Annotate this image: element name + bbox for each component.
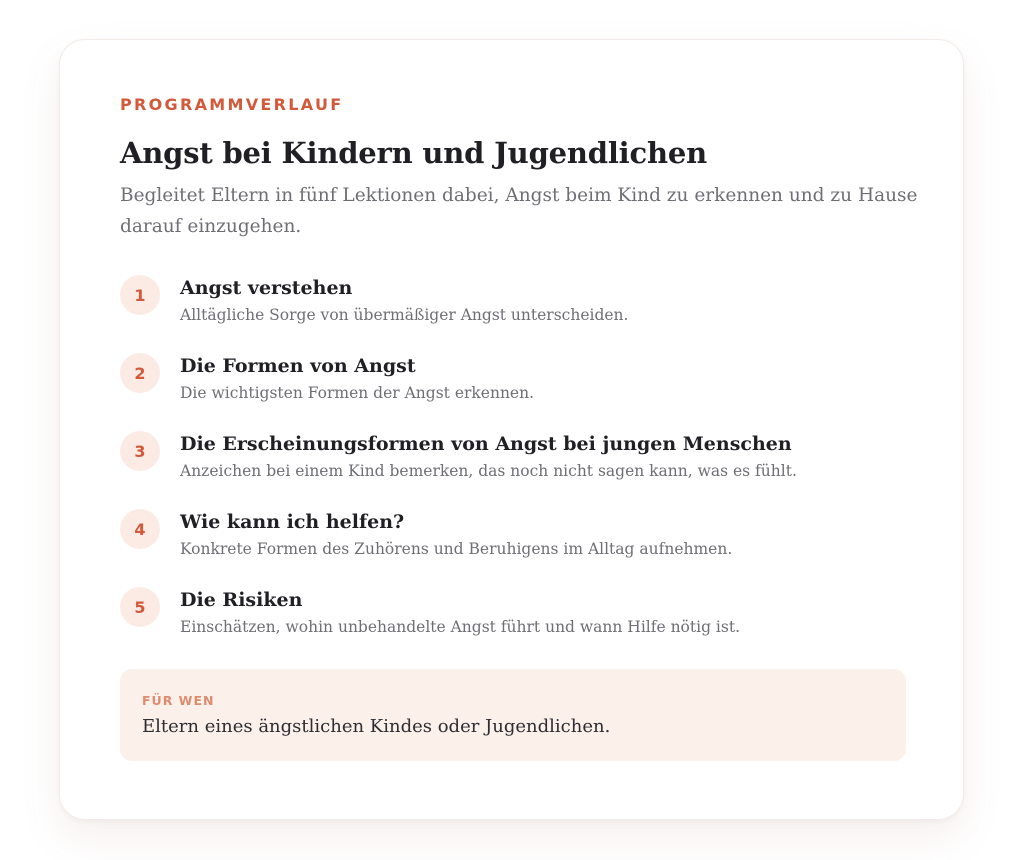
lesson-content <box>180 588 740 638</box>
lesson-content <box>180 354 534 404</box>
program-card <box>59 39 964 820</box>
lesson-item <box>120 588 903 666</box>
lesson-content <box>180 432 797 482</box>
lesson-description: Anzeichen bei einem Kind bemerken, das noch nicht sagen kann, was es fühlt. <box>180 462 797 480</box>
lesson-title: Angst verstehen <box>180 277 353 299</box>
lesson-description: Einschätzen, wohin unbehandelte Angst führt und wann Hilfe nötig ist. <box>180 618 740 636</box>
lesson-item <box>120 276 903 354</box>
lesson-content <box>180 276 628 326</box>
audience-label: FÜR WEN <box>142 693 215 708</box>
lesson-title: Die Erscheinungsformen von Angst bei jungen Menschen <box>180 433 792 455</box>
audience-box <box>120 669 906 761</box>
page-subtitle: Begleitet Eltern in fünf Lektionen dabei, Angst beim Kind zu erkennen und zu Hause darauf einzugehen. <box>120 185 918 237</box>
lesson-description: Die wichtigsten Formen der Angst erkennen. <box>180 384 535 402</box>
lesson-content <box>180 510 732 560</box>
page-title: Angst bei Kindern und Jugendlichen <box>120 136 707 170</box>
lesson-description: Konkrete Formen des Zuhörens und Beruhigens im Alltag aufnehmen. <box>180 540 733 558</box>
lesson-number-badge: 3 <box>120 431 160 471</box>
lesson-title: Die Risiken <box>180 589 303 611</box>
lesson-item <box>120 510 903 588</box>
lesson-title: Die Formen von Angst <box>180 355 416 377</box>
lesson-description: Alltägliche Sorge von übermäßiger Angst unterscheiden. <box>180 306 629 324</box>
lesson-title: Wie kann ich helfen? <box>180 511 405 533</box>
lesson-item <box>120 432 903 510</box>
lesson-number-badge: 4 <box>120 509 160 549</box>
lesson-item <box>120 354 903 432</box>
section-eyebrow: PROGRAMMVERLAUF <box>120 95 344 114</box>
audience-text: Eltern eines ängstlichen Kindes oder Jugendlichen. <box>142 716 611 737</box>
lesson-number-badge: 5 <box>120 587 160 627</box>
lesson-list <box>120 276 903 666</box>
lesson-number-badge: 2 <box>120 353 160 393</box>
lesson-number-badge: 1 <box>120 275 160 315</box>
